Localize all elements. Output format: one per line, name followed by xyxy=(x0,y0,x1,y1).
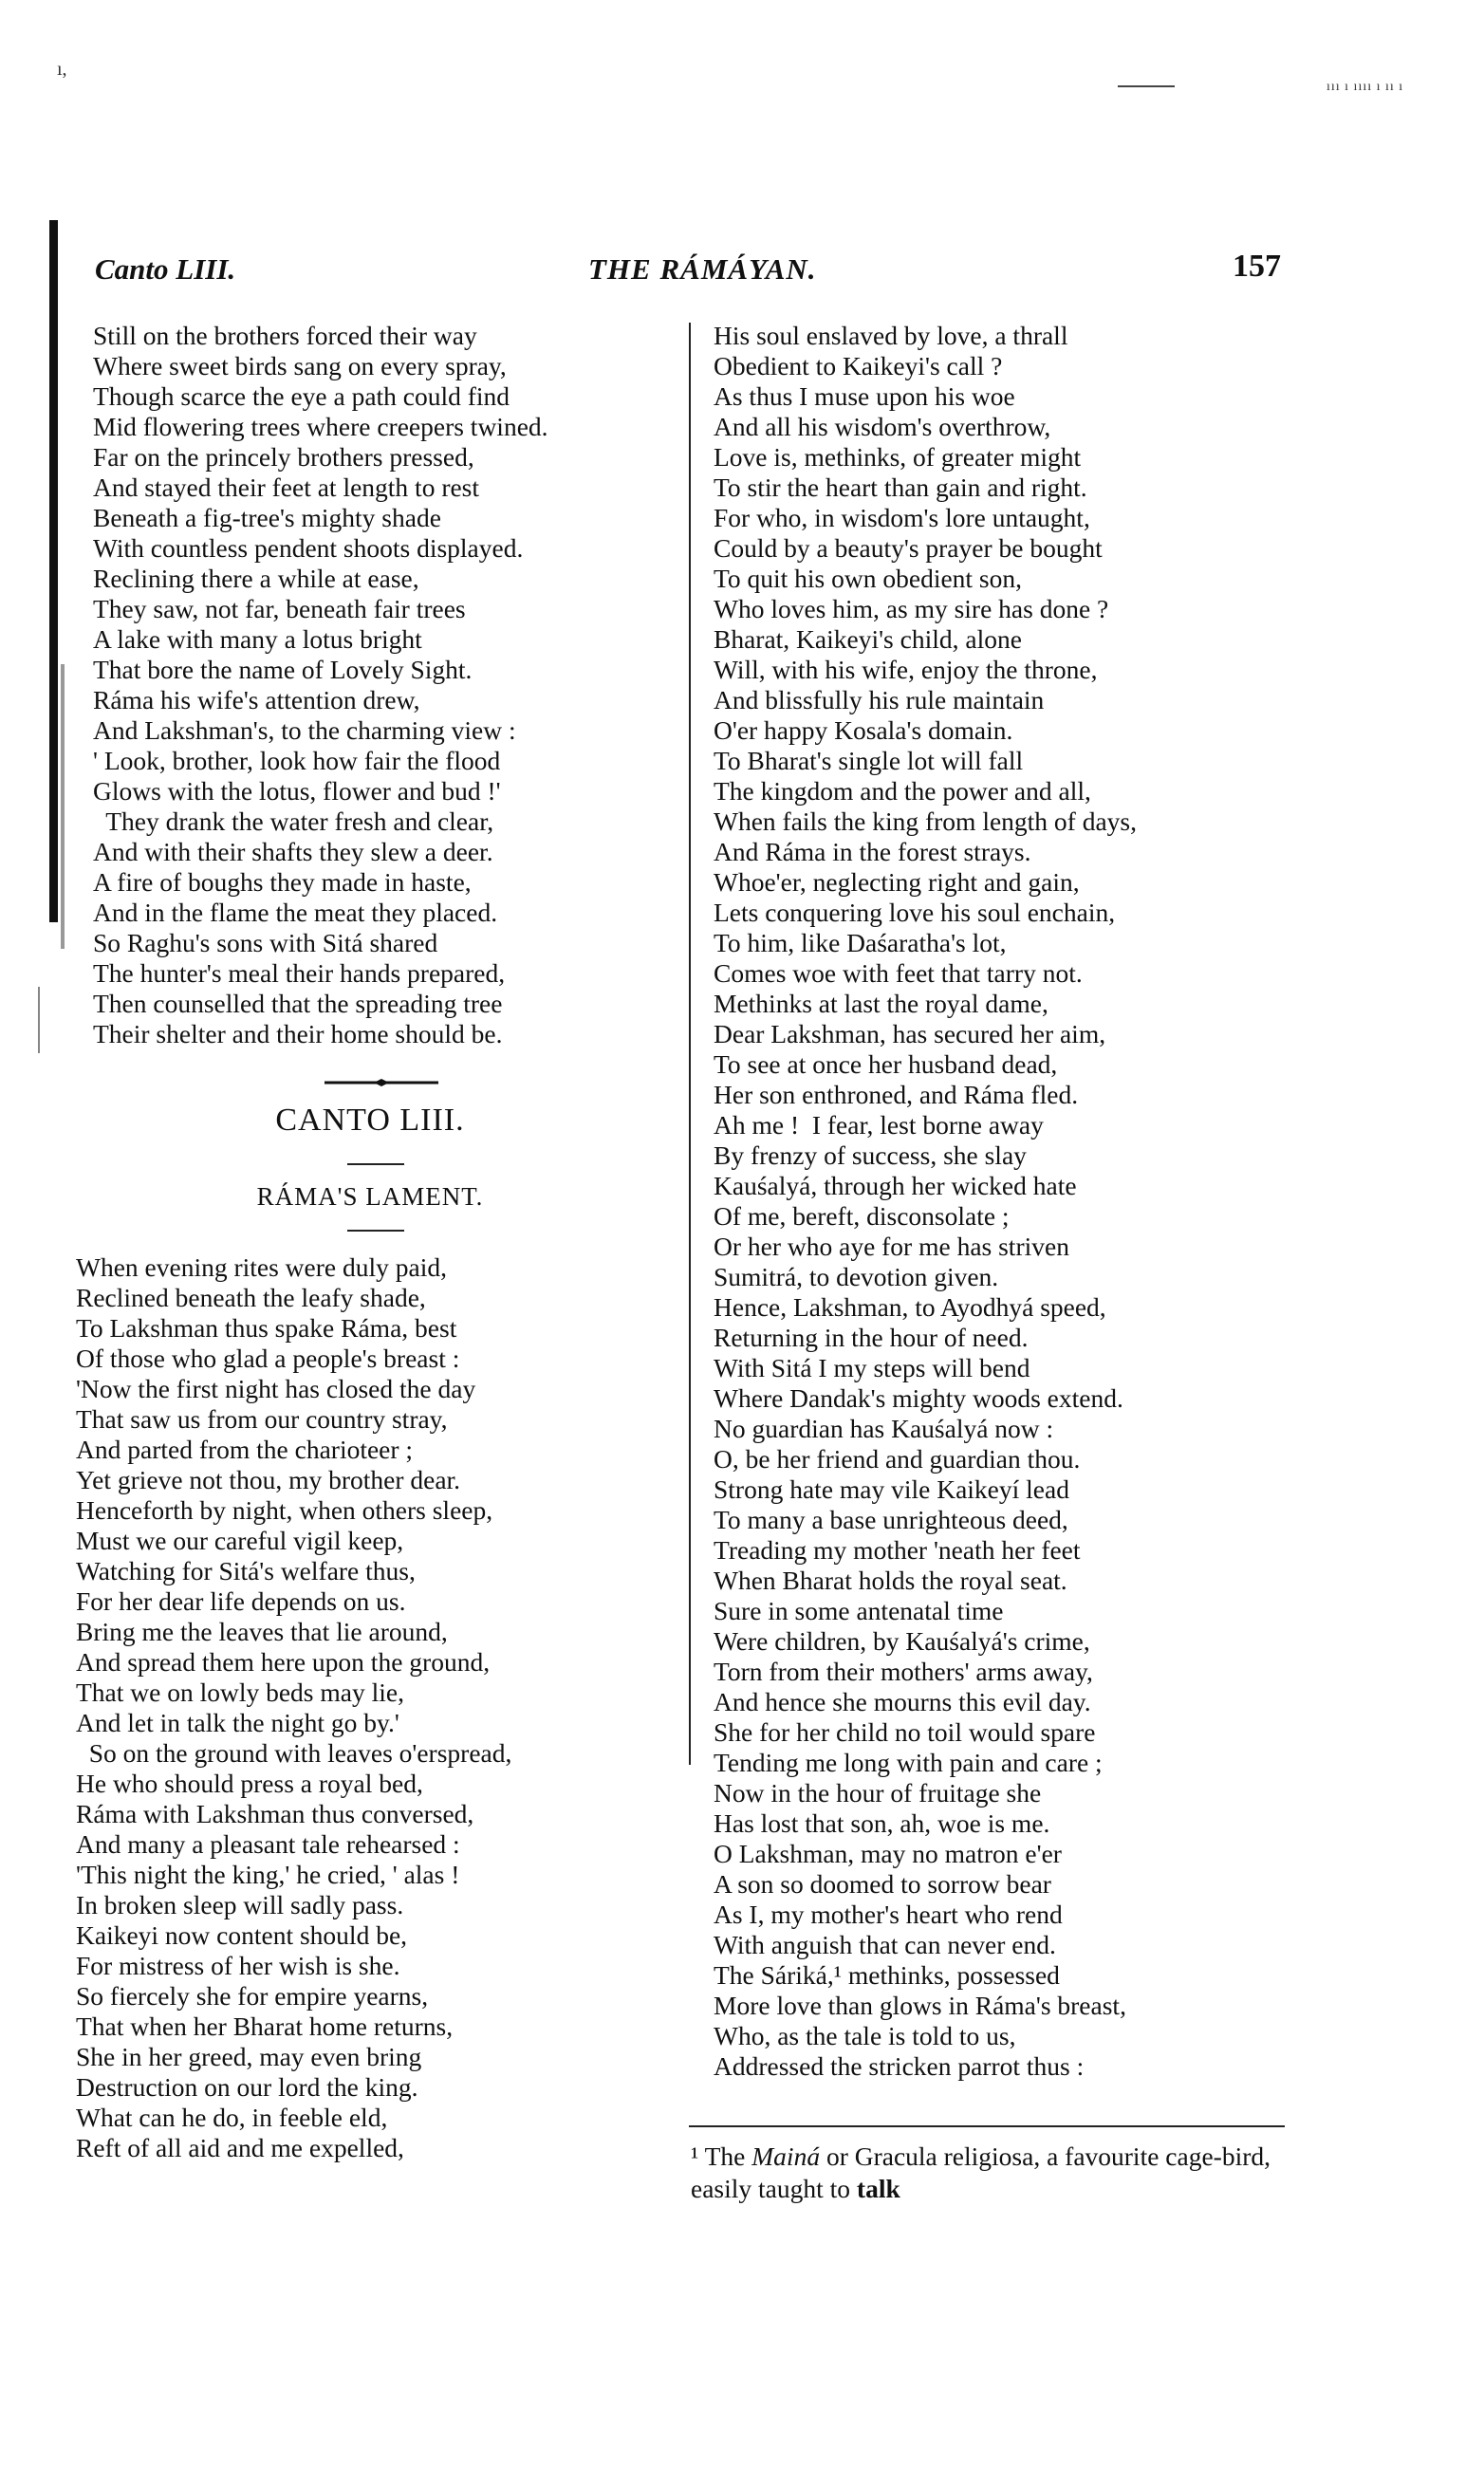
verse-line: And in the flame the meat they placed. xyxy=(93,898,498,927)
verse-line: Love is, methinks, of greater might xyxy=(714,442,1082,472)
verse-line: Lets conquering love his soul enchain, xyxy=(714,898,1116,927)
verse-line: To see at once her husband dead, xyxy=(714,1049,1058,1079)
binding-speck xyxy=(61,664,65,949)
verse-line: Or her who aye for me has striven xyxy=(714,1232,1069,1261)
verse-line: Bharat, Kaikeyi's child, alone xyxy=(714,624,1022,654)
verse-line: Destruction on our lord the king. xyxy=(76,2072,418,2102)
verse-line: And Lakshman's, to the charming view : xyxy=(93,715,516,745)
verse-line: And spread them here upon the ground, xyxy=(76,1647,491,1677)
verse-line: A fire of boughs they made in haste, xyxy=(93,867,472,897)
verse-line: And hence she mourns this evil day. xyxy=(714,1687,1091,1716)
verse-line: Methinks at last the royal dame, xyxy=(714,989,1048,1018)
footnote xyxy=(691,2141,1289,2205)
verse-line: The hunter's meal their hands prepared, xyxy=(93,958,506,988)
verse-line: Sumitrá, to devotion given. xyxy=(714,1262,999,1291)
verse-line: Comes woe with feet that tarry not. xyxy=(714,958,1083,988)
verse-line: Her son enthroned, and Ráma fled. xyxy=(714,1080,1079,1109)
verse-line: With Sitá I my steps will bend xyxy=(714,1353,1030,1382)
verse-line: Will, with his wife, enjoy the throne, xyxy=(714,655,1098,684)
verse-line: No guardian has Kauśalyá now : xyxy=(714,1414,1054,1443)
verse-line: Hence, Lakshman, to Ayodhyá speed, xyxy=(714,1292,1106,1322)
verse-line: ' Look, brother, look how fair the flood xyxy=(93,746,501,775)
verse-line: When evening rites were duly paid, xyxy=(76,1252,447,1282)
verse-line: Returning in the hour of need. xyxy=(714,1323,1029,1352)
verse-line: Reft of all aid and me expelled, xyxy=(76,2133,404,2162)
header-title: THE RÁMÁYAN. xyxy=(588,252,817,286)
verse-line: Who loves him, as my sire has done ? xyxy=(714,594,1109,623)
verse-line: They saw, not far, beneath fair trees xyxy=(93,594,466,623)
verse-line: Their shelter and their home should be. xyxy=(93,1019,503,1048)
verse-line: So fiercely she for empire yearns, xyxy=(76,1981,429,2011)
verse-line: Of those who glad a people's breast : xyxy=(76,1344,460,1373)
margin-dash xyxy=(1118,85,1175,87)
verse-line: To quit his own obedient son, xyxy=(714,564,1023,593)
verse-line: A son so doomed to sorrow bear xyxy=(714,1869,1051,1899)
verse-line: Tending me long with pain and care ; xyxy=(714,1748,1103,1777)
verse-line: That bore the name of Lovely Sight. xyxy=(93,655,473,684)
verse-line: Henceforth by night, when others sleep, xyxy=(76,1495,493,1525)
verse-line: A lake with many a lotus bright xyxy=(93,624,422,654)
verse-line: His soul enslaved by love, a thrall xyxy=(714,321,1068,350)
verse-line: For who, in wisdom's lore untaught, xyxy=(714,503,1090,532)
verse-line: Kaikeyi now content should be, xyxy=(76,1920,408,1950)
verse-line: Where sweet birds sang on every spray, xyxy=(93,351,507,380)
footnote-text-before: The xyxy=(698,2142,752,2171)
verse-line: Watching for Sitá's welfare thus, xyxy=(76,1556,416,1585)
verse-line: Reclining there a while at ease, xyxy=(93,564,419,593)
verse-line: Glows with the lotus, flower and bud !' xyxy=(93,776,501,806)
verse-line: Yet grieve not thou, my brother dear. xyxy=(76,1465,461,1494)
verse-line: Dear Lakshman, has secured her aim, xyxy=(714,1019,1106,1048)
verse-line: Then counselled that the spreading tree xyxy=(93,989,503,1018)
heading-rule xyxy=(347,1230,404,1232)
ornament-rule xyxy=(325,1078,438,1087)
verse-line: 'This night the king,' he cried, ' alas ! xyxy=(76,1860,460,1889)
left-column-bottom xyxy=(76,1252,693,2163)
heading-rule xyxy=(347,1163,404,1165)
verse-line: Obedient to Kaikeyi's call ? xyxy=(714,351,1003,380)
verse-line: The kingdom and the power and all, xyxy=(714,776,1091,806)
verse-line: Of me, bereft, disconsolate ; xyxy=(714,1201,1010,1231)
verse-line: Still on the brothers forced their way xyxy=(93,321,477,350)
verse-line: And stayed their feet at length to rest xyxy=(93,473,480,502)
verse-line: Must we our careful vigil keep, xyxy=(76,1526,404,1555)
footnote-marker: ¹ xyxy=(691,2142,699,2171)
verse-line: And let in talk the night go by.' xyxy=(76,1708,399,1737)
verse-line: Now in the hour of fruitage she xyxy=(714,1778,1042,1808)
verse-line: As I, my mother's heart who rend xyxy=(714,1900,1063,1929)
verse-line: To many a base unrighteous deed, xyxy=(714,1505,1068,1534)
verse-line: And blissfully his rule maintain xyxy=(714,685,1045,714)
margin-mark-top-left: ı, xyxy=(57,59,67,80)
verse-line: In broken sleep will sadly pass. xyxy=(76,1890,404,1919)
verse-line: To Bharat's single lot will fall xyxy=(714,746,1024,775)
section-title: RÁMA'S LAMENT. xyxy=(256,1182,484,1211)
verse-line: And all his wisdom's overthrow, xyxy=(714,412,1051,441)
verse-line: Ráma with Lakshman thus conversed, xyxy=(76,1799,474,1828)
verse-line: That when her Bharat home returns, xyxy=(76,2012,454,2041)
verse-line: He who should press a royal bed, xyxy=(76,1769,423,1798)
running-header xyxy=(95,245,1281,292)
verse-line: Could by a beauty's prayer be bought xyxy=(714,533,1103,563)
verse-line: O'er happy Kosala's domain. xyxy=(714,715,1013,745)
margin-mark-top-right: ııı ı ıııı ı ıı ı xyxy=(1326,80,1404,94)
verse-line: Though scarce the eye a path could find xyxy=(93,381,510,411)
binding-speck xyxy=(38,987,40,1053)
verse-line: With countless pendent shoots displayed. xyxy=(93,533,524,563)
verse-line: Torn from their mothers' arms away, xyxy=(714,1657,1093,1686)
verse-line: By frenzy of success, she slay xyxy=(714,1140,1027,1170)
verse-line: To stir the heart than gain and right. xyxy=(714,473,1087,502)
verse-line: Ráma his wife's attention drew, xyxy=(93,685,420,714)
verse-line: That saw us from our country stray, xyxy=(76,1404,448,1434)
verse-line: Has lost that son, ah, woe is me. xyxy=(714,1808,1050,1838)
footnote-rule xyxy=(689,2125,1285,2127)
footnote-italic-word: Mainá xyxy=(751,2142,821,2171)
verse-line: Addressed the stricken parrot thus : xyxy=(714,2051,1085,2081)
footnote-bold-end: talk xyxy=(856,2174,900,2203)
verse-line: Ah me ! I fear, lest borne away xyxy=(714,1110,1044,1140)
verse-line: With anguish that can never end. xyxy=(714,1930,1056,1959)
verse-line: So on the ground with leaves o'erspread, xyxy=(76,1738,512,1768)
canto-heading: CANTO LIII. xyxy=(275,1103,465,1138)
verse-line: To him, like Daśaratha's lot, xyxy=(714,928,1007,957)
verse-line: Bring me the leaves that lie around, xyxy=(76,1617,448,1646)
verse-line: Treading my mother 'neath her feet xyxy=(714,1535,1081,1565)
verse-line: Whoe'er, neglecting right and gain, xyxy=(714,867,1080,897)
footnote-text-middle: or Gracula religiosa, a favourite cage-bird, easily taught to xyxy=(691,2142,1271,2203)
verse-line: For mistress of her wish is she. xyxy=(76,1951,400,1980)
verse-line: When Bharat holds the royal seat. xyxy=(714,1566,1067,1595)
verse-line: Were children, by Kauśalyá's crime, xyxy=(714,1626,1090,1656)
verse-line: That we on lowly beds may lie, xyxy=(76,1678,404,1707)
verse-line: Sure in some antenatal time xyxy=(714,1596,1004,1625)
verse-line: Mid flowering trees where creepers twined. xyxy=(93,412,548,441)
verse-line: What can he do, in feeble eld, xyxy=(76,2103,388,2132)
verse-line: Strong hate may vile Kaikeyí lead xyxy=(714,1474,1069,1504)
header-canto: Canto LIII. xyxy=(95,252,236,286)
verse-line: Where Dandak's mighty woods extend. xyxy=(714,1383,1123,1413)
verse-line: Far on the princely brothers pressed, xyxy=(93,442,474,472)
verse-line: For her dear life depends on us. xyxy=(76,1586,406,1616)
verse-line: She in her greed, may even bring xyxy=(76,2042,422,2071)
verse-line: And Ráma in the forest strays. xyxy=(714,837,1031,866)
verse-line: Beneath a fig-tree's mighty shade xyxy=(93,503,441,532)
verse-line: As thus I muse upon his woe xyxy=(714,381,1015,411)
verse-line: O Lakshman, may no matron e'er xyxy=(714,1839,1062,1868)
verse-line: And many a pleasant tale rehearsed : xyxy=(76,1829,460,1859)
verse-line: And with their shafts they slew a deer. xyxy=(93,837,493,866)
verse-line: And parted from the charioteer ; xyxy=(76,1435,414,1464)
verse-line: They drank the water fresh and clear, xyxy=(93,807,494,836)
verse-line: Who, as the tale is told to us, xyxy=(714,2021,1016,2050)
verse-line: She for her child no toil would spare xyxy=(714,1717,1096,1747)
verse-line: The Sáriká,¹ methinks, possessed xyxy=(714,1960,1060,1990)
verse-line: Kauśalyá, through her wicked hate xyxy=(714,1171,1077,1200)
page-number: 157 xyxy=(1233,249,1281,284)
verse-line: More love than glows in Ráma's breast, xyxy=(714,1991,1126,2020)
left-column-top xyxy=(93,321,689,1049)
binding-shadow xyxy=(49,220,58,922)
verse-line: So Raghu's sons with Sitá shared xyxy=(93,928,438,957)
right-column xyxy=(714,321,1283,2082)
verse-line: To Lakshman thus spake Ráma, best xyxy=(76,1313,457,1343)
verse-line: Reclined beneath the leafy shade, xyxy=(76,1283,426,1312)
verse-line: When fails the king from length of days, xyxy=(714,807,1138,836)
verse-line: 'Now the first night has closed the day xyxy=(76,1374,476,1403)
verse-line: O, be her friend and guardian thou. xyxy=(714,1444,1081,1474)
